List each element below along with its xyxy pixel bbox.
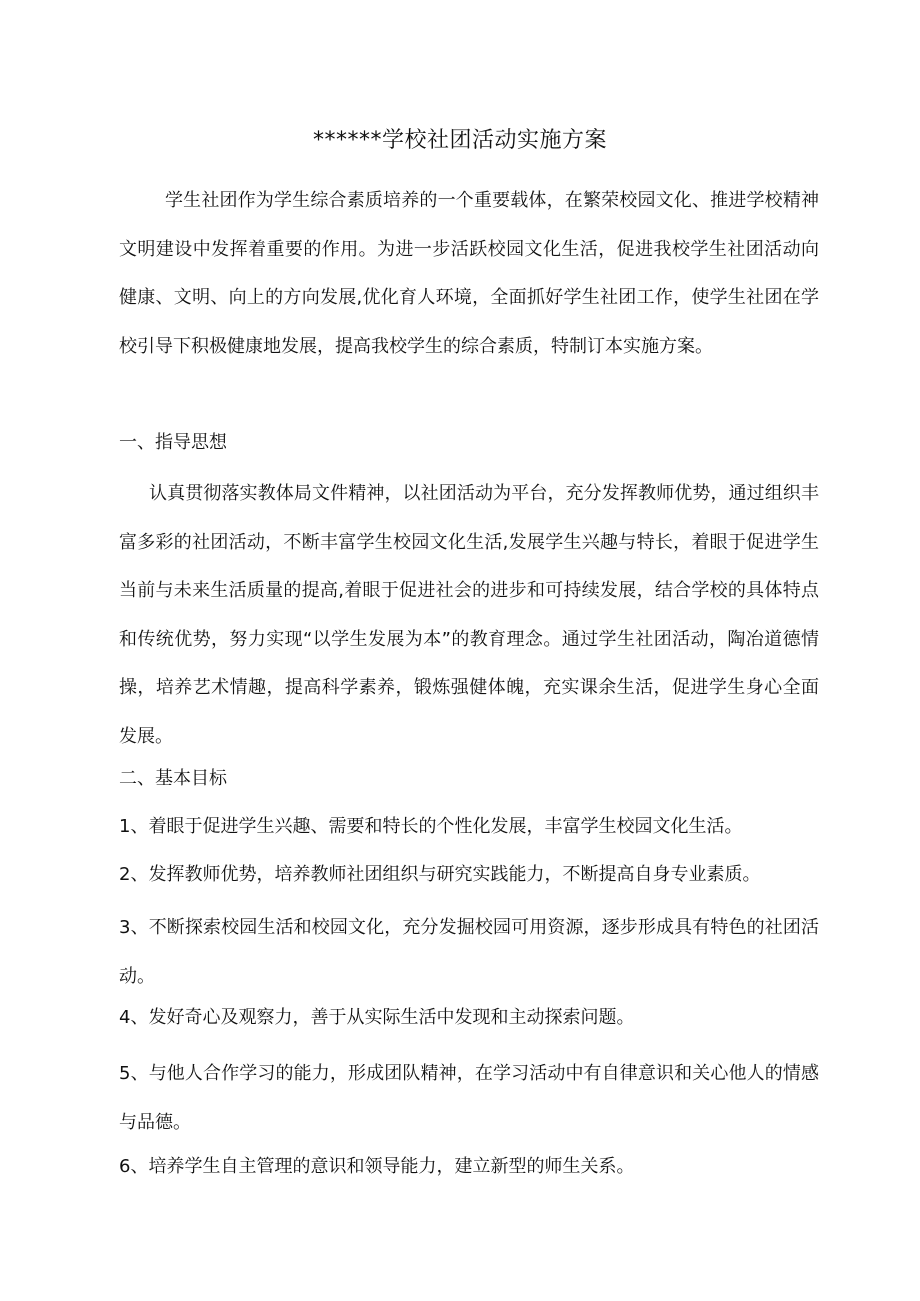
section-heading-basic-goals: 二、基本目标 xyxy=(119,768,227,789)
document-title: ******学校社团活动实施方案 xyxy=(312,128,607,153)
goal-item-3: 3、不断探索校园生活和校园文化，充分发掘校园可用资源，逐步形成具有特色的社团活动。 xyxy=(119,917,819,987)
goal-item-6: 6、培养学生自主管理的意识和领导能力，建立新型的师生关系。 xyxy=(119,1156,635,1177)
goal-item-5: 5、与他人合作学习的能力，形成团队精神，在学习活动中有自律意识和关心他人的情感与品德。 xyxy=(119,1063,819,1133)
goal-item-1: 1、着眼于促进学生兴趣、需要和特长的个性化发展，丰富学生校园文化生活。 xyxy=(119,816,743,837)
goal-item-4: 4、发好奇心及观察力，善于从实际生活中发现和主动探索问题。 xyxy=(119,1007,635,1028)
intro-paragraph: 学生社团作为学生综合素质培养的一个重要载体，在繁荣校园文化、推进学校精神文明建设中发挥着重要的作用。为进一步活跃校园文化生活，促进我校学生社团活动向健康、文明、向上的方向发展,优化育人环境，全面抓好学生社团工作，使学生社团在学校引导下积极健康地发展，提高我校学生的综合素质，特制订本实施方案。 xyxy=(119,190,819,357)
section-heading-guiding-ideology: 一、指导思想 xyxy=(119,432,227,453)
guiding-ideology-paragraph: 认真贯彻落实教体局文件精神，以社团活动为平台，充分发挥教师优势，通过组织丰富多彩的社团活动，不断丰富学生校园文化生活,发展学生兴趣与特长，着眼于促进学生当前与未来生活质量的提高,着眼于促进社会的进步和可持续发展，结合学校的具体特点和传统优势，努力实现“以学生发展为本”的教育理念。通过学生社团活动，陶冶道德情操，培养艺术情趣，提高科学素养，锻炼强健体魄，充实课余生活，促进学生身心全面发展。 xyxy=(119,483,819,747)
goal-item-2: 2、发挥教师优势，培养教师社团组织与研究实践能力，不断提高自身专业素质。 xyxy=(119,864,761,885)
